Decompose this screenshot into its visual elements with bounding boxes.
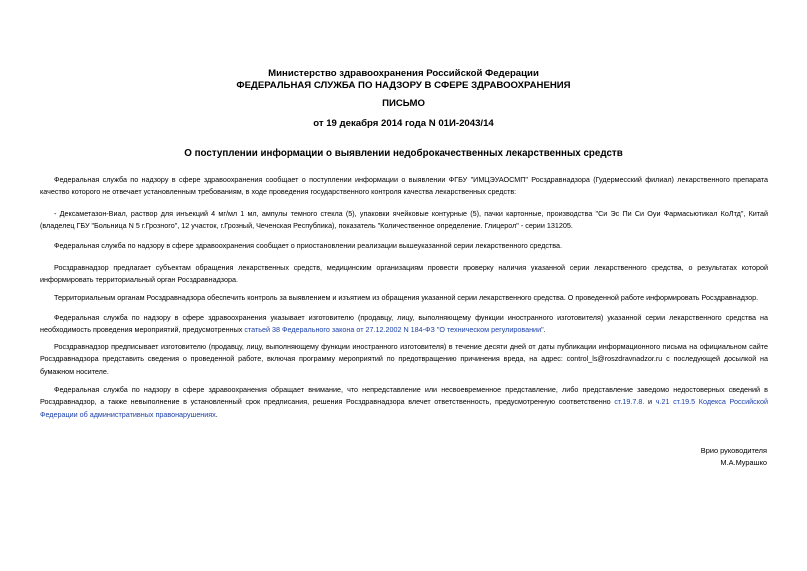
paragraph-6-pre: Федеральная служба по надзору в сфере здравоохранения указывает изготовителю (продавцу, лицу, выполняющему функции иностранного изготовителя) указанной серии лекарственного средства на необходимость проведения мероприятий, предусмотренных	[40, 313, 768, 335]
paragraph-4-text: Росздравнадзор предлагает субъектам обращения лекарственных средств, медицинским организациям провести проверку наличия указанной серии лекарственного средства, о результатах которой информировать территориальный орган Росздравнадзора.	[40, 263, 768, 285]
article-19-7-8-link[interactable]: ст.19.7.8.	[614, 397, 645, 407]
signatory-position: Врио руководителя	[700, 446, 767, 455]
paragraph-4	[40, 262, 768, 287]
paragraph-8-post: .	[215, 409, 218, 419]
law-article-38-link[interactable]: статьей 38 Федерального закона от 27.12.2002 N 184-ФЗ "О техническом регулировании"	[244, 325, 544, 335]
paragraph-2-text: - Дексаметазон-Виал, раствор для инъекций 4 мг/мл 1 мл, ампулы темного стекла (5), упаковки ячейковые контурные (5), пачки картонные, производства "Си Эс Пи Си Оуи Фармасьютикал КоЛтд", Китай (владелец ГБУ "Больница N 5 г.Грозного", 12 участок, г.Грозный, Чеченская Республика), показатель "Количественное определение. Глицерол" - серии 131205.	[40, 209, 768, 231]
paragraph-3	[40, 240, 768, 252]
paragraph-3-text: Федеральная служба по надзору в сфере здравоохранения сообщает о приостановлении реализации вышеуказанной серии лекарственного средства.	[54, 241, 563, 250]
signatory-name: М.А.Мурашко	[720, 458, 767, 467]
paragraph-7	[40, 341, 768, 378]
document-type: ПИСЬМО	[382, 98, 425, 109]
koap-19-5-link[interactable]: ч.21 ст.19.5 Кодекса Российской Федерации об административных правонарушениях	[40, 397, 768, 419]
paragraph-1	[40, 174, 768, 199]
paragraph-2	[40, 208, 768, 233]
paragraph-8-pre: Федеральная служба по надзору в сфере здравоохранения обращает внимание, что непредставление или несвоевременное представление, либо представление заведомо недостоверных сведений в Росздравнадзор, а также невыполнение в установленный срок предписания, решения Росздравнадзора влечет ответственность, предусмотренную соответственно	[40, 385, 768, 407]
document-subject: О поступлении информации о выявлении недоброкачественных лекарственных средств	[184, 148, 623, 159]
paragraph-1-text: Федеральная служба по надзору в сфере здравоохранения сообщает о поступлении информации о выявлении ФГБУ "ИМЦЭУАОСМП" Росздравнадзора (Гудермесский филиал) лекарственного препарата качество которого не отвечает установленным требованиям, в ходе проведения государственного контроля качества лекарственных средств:	[40, 175, 768, 197]
ministry-name: Министерство здравоохранения Российской Федерации	[268, 68, 539, 79]
paragraph-6-post: .	[543, 325, 546, 335]
service-name: ФЕДЕРАЛЬНАЯ СЛУЖБА ПО НАДЗОРУ В СФЕРЕ ЗДРАВООХРАНЕНИЯ	[236, 80, 571, 91]
paragraph-5	[40, 292, 768, 304]
paragraph-8-mid: и	[644, 397, 656, 407]
paragraph-8-text	[40, 384, 768, 421]
paragraph-5-text: Территориальным органам Росздравнадзора обеспечить контроль за выявлением и изъятием из обращения указанной серии лекарственного средства. О проведенной работе информировать Росздравнадзор.	[54, 293, 759, 302]
paragraph-8	[40, 384, 768, 421]
paragraph-6-text	[40, 312, 768, 337]
paragraph-7-text: Росздравнадзор предписывает изготовителю (продавцу, лицу, выполняющему функции иностранного изготовителя) в течение десяти дней от даты публикации информационного письма на официальном сайте Росздравнадзора представить сведения о проведенной работе, включая программу мероприятий по предотвращению причинения вреда, на адрес: control_ls@roszdravnadzor.ru с последующей досылкой на бумажном носителе.	[40, 342, 768, 376]
document-date-number: от 19 декабря 2014 года N 01И-2043/14	[313, 118, 494, 129]
paragraph-6	[40, 312, 768, 337]
